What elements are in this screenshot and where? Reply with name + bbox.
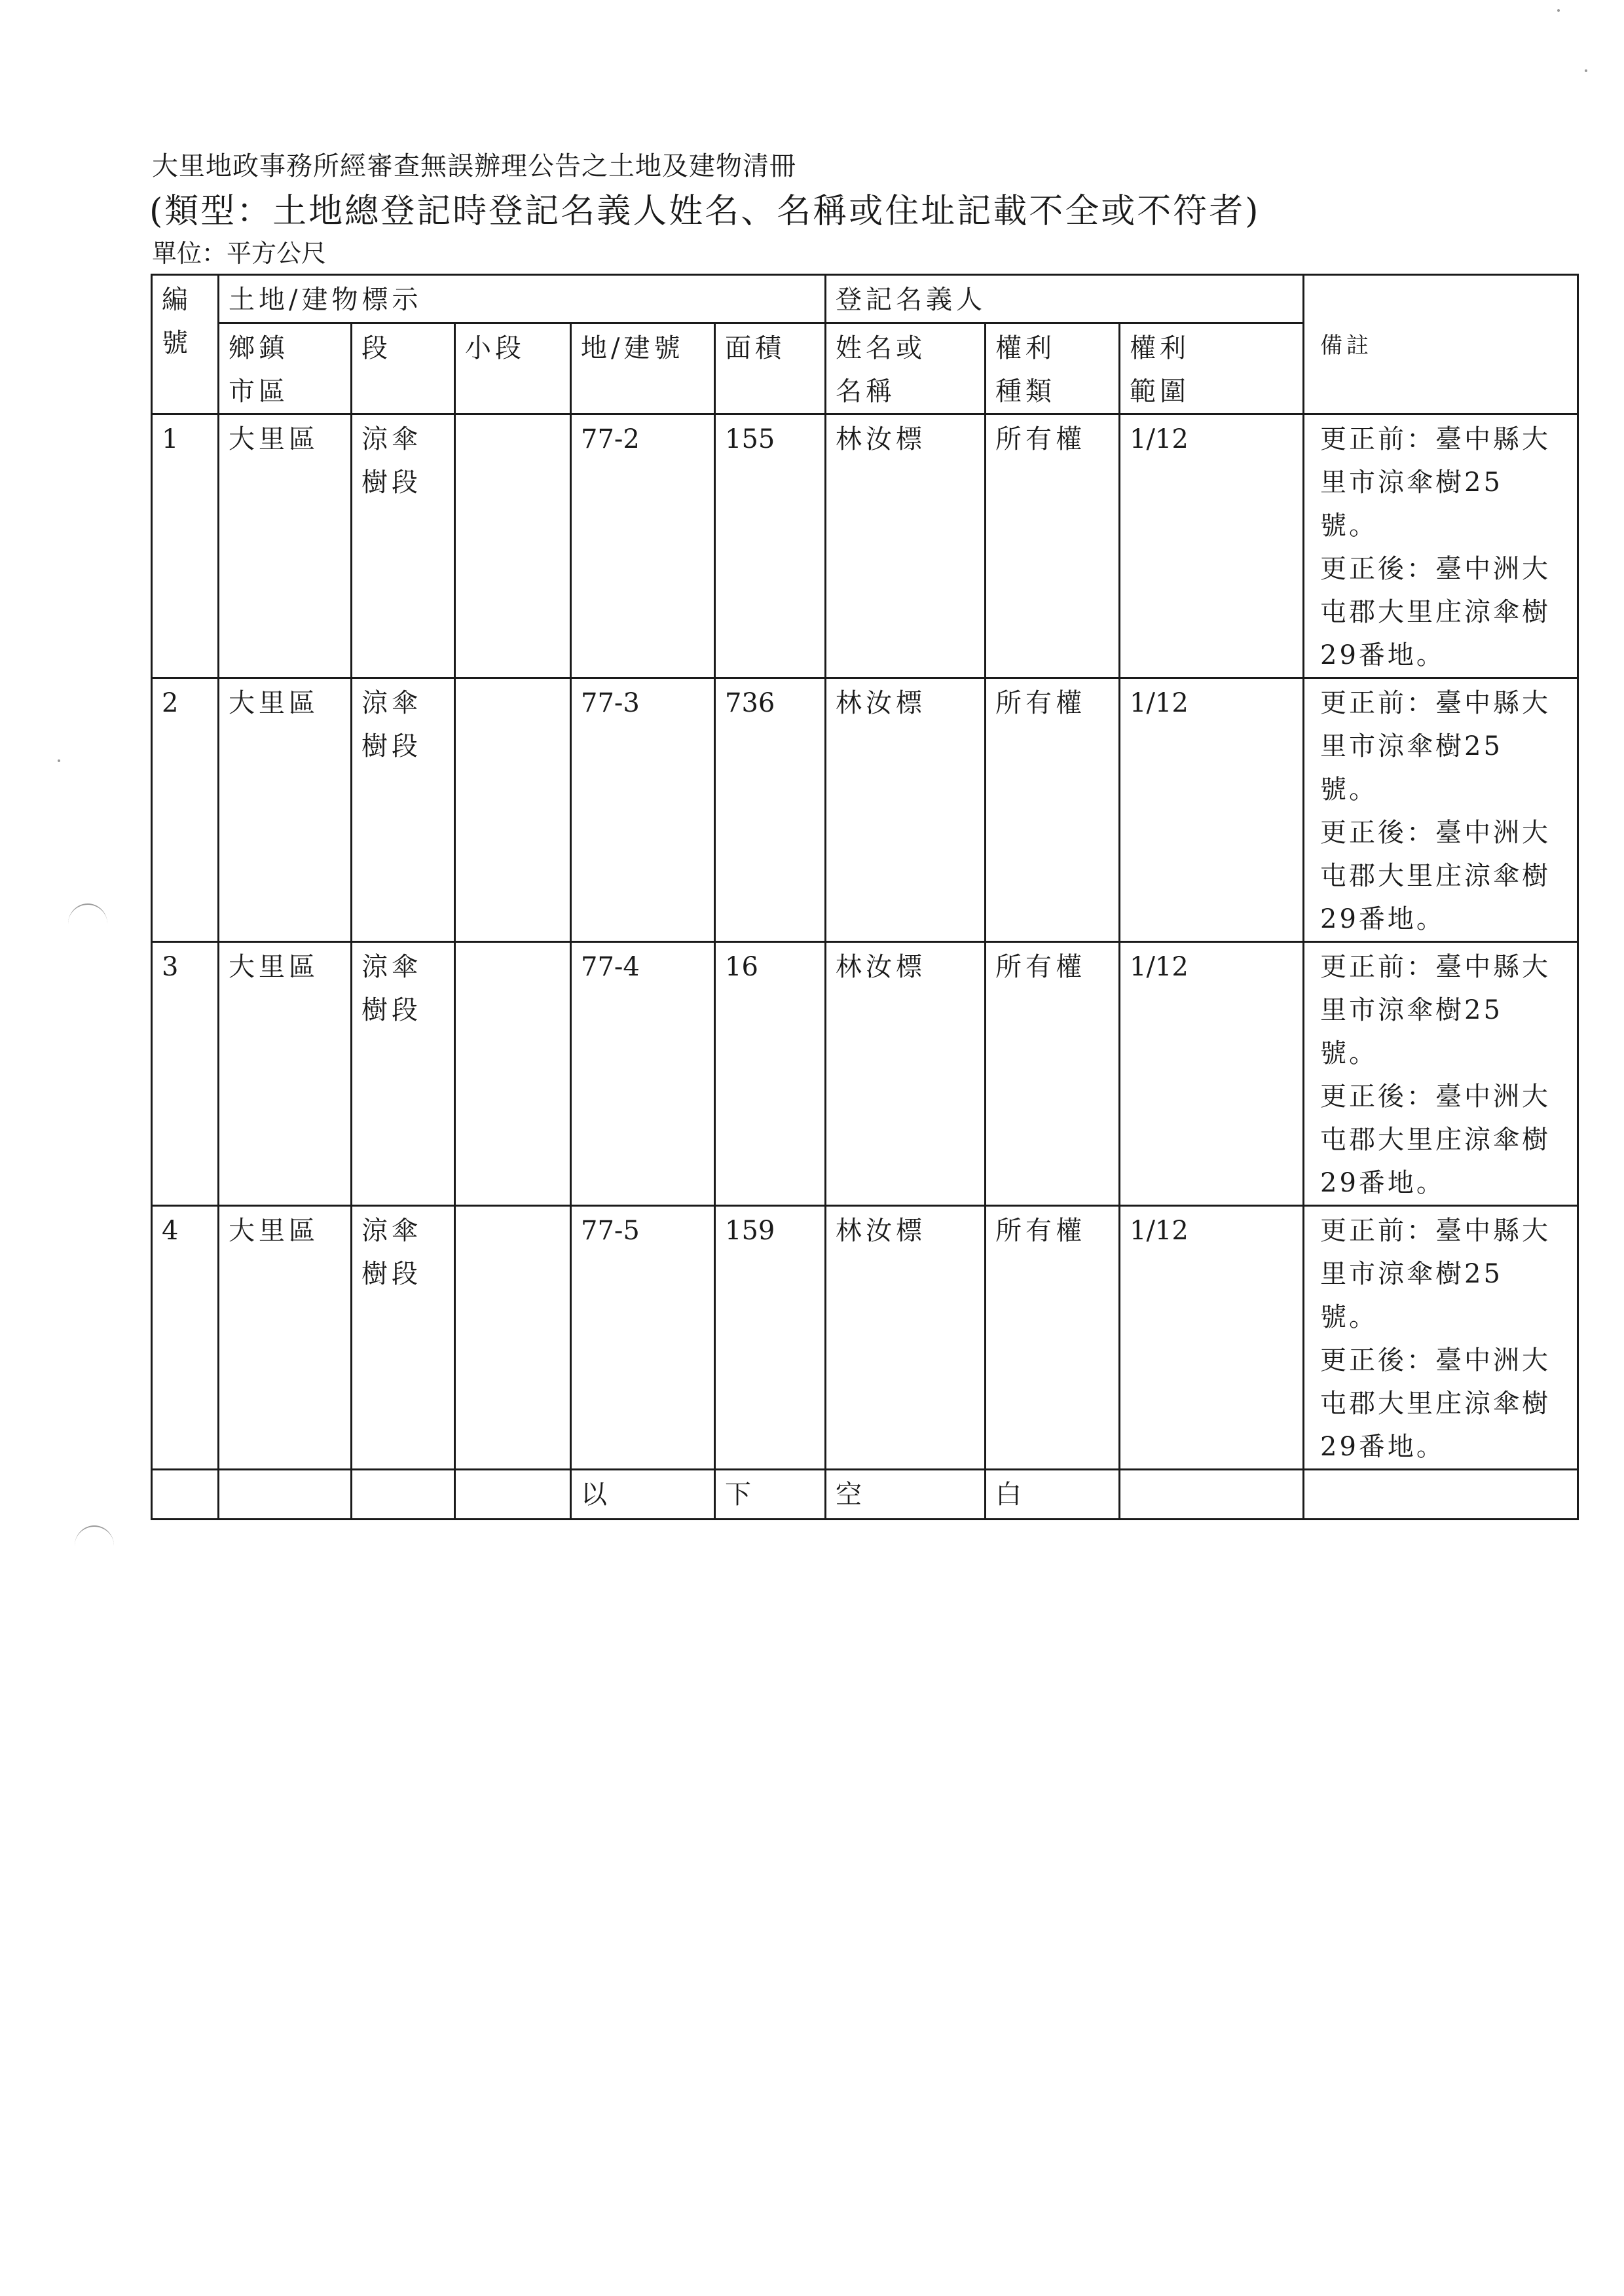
cell-no: 1 — [152, 414, 219, 678]
scan-artifact — [68, 903, 107, 944]
header-right-scope — [1120, 323, 1304, 414]
blank-row-char: 空 — [826, 1470, 986, 1520]
cell-section-line: 涼傘 — [361, 952, 422, 982]
header-row-1 — [152, 275, 1578, 323]
table-row — [152, 942, 1578, 1206]
cell-remark — [1304, 678, 1578, 942]
cell-section — [352, 414, 455, 678]
cell-remark-line: 屯郡大里庄涼傘樹 — [1320, 861, 1551, 891]
cell-remark-line: 更正後：臺中洲大 — [1320, 1345, 1551, 1376]
cell-section — [352, 678, 455, 942]
cell-name: 林汝標 — [826, 1206, 986, 1470]
scan-artifact — [1557, 9, 1560, 12]
cell-remark — [1304, 414, 1578, 678]
scan-artifact — [58, 759, 60, 762]
cell-right-scope: 1/12 — [1120, 414, 1304, 678]
cell-section-line: 樹段 — [361, 731, 422, 761]
cell-remark-line: 里市涼傘樹25 — [1320, 467, 1503, 498]
header-lot: 地/建號 — [571, 323, 715, 414]
cell-remark-line: 更正前：臺中縣大 — [1320, 688, 1551, 718]
cell-remark-line: 29番地。 — [1320, 1432, 1445, 1462]
header-land-group: 土地/建物標示 — [219, 275, 826, 323]
cell-area: 155 — [715, 414, 826, 678]
cell-right-type: 所有權 — [986, 678, 1120, 942]
blank-cell — [219, 1470, 352, 1520]
header-subsection: 小段 — [455, 323, 571, 414]
cell-district: 大里區 — [219, 678, 352, 942]
cell-name: 林汝標 — [826, 942, 986, 1206]
cell-subsection — [455, 1206, 571, 1470]
cell-remark-line: 29番地。 — [1320, 904, 1445, 934]
cell-remark-line: 號。 — [1320, 511, 1378, 541]
header-no-line: 號 — [162, 328, 192, 358]
cell-lot: 77-4 — [571, 942, 715, 1206]
blank-cell — [1304, 1470, 1578, 1520]
header-district-line: 鄉鎮 — [229, 333, 289, 363]
header-no — [152, 275, 219, 414]
cell-district: 大里區 — [219, 1206, 352, 1470]
header-remark: 備註 — [1304, 275, 1578, 414]
cell-section — [352, 942, 455, 1206]
blank-row-char: 下 — [715, 1470, 826, 1520]
cell-lot: 77-2 — [571, 414, 715, 678]
header-right-type-line: 權利 — [995, 333, 1056, 363]
cell-remark-line: 29番地。 — [1320, 1168, 1445, 1198]
cell-area: 16 — [715, 942, 826, 1206]
blank-cell — [1120, 1470, 1304, 1520]
header-name-line: 姓名或 — [836, 333, 926, 363]
blank-row-char: 白 — [986, 1470, 1120, 1520]
cell-remark — [1304, 1206, 1578, 1470]
cell-remark-line: 更正前：臺中縣大 — [1320, 952, 1551, 982]
header-right-scope-line: 範圍 — [1130, 376, 1190, 407]
cell-remark-line: 屯郡大里庄涼傘樹 — [1320, 1125, 1551, 1155]
table-row — [152, 1206, 1578, 1470]
cell-section-line: 樹段 — [361, 1259, 422, 1289]
cell-no: 2 — [152, 678, 219, 942]
blank-row-char: 以 — [571, 1470, 715, 1520]
unit-label: 單位：平方公尺 — [152, 239, 327, 268]
cell-no: 3 — [152, 942, 219, 1206]
cell-remark-line: 里市涼傘樹25 — [1320, 995, 1503, 1025]
cell-name: 林汝標 — [826, 414, 986, 678]
table-row — [152, 414, 1578, 678]
cell-remark-line: 更正後：臺中洲大 — [1320, 1082, 1551, 1112]
document-title: 大里地政事務所經審查無誤辦理公告之土地及建物清冊 — [152, 151, 796, 181]
cell-right-type: 所有權 — [986, 414, 1120, 678]
cell-remark-line: 里市涼傘樹25 — [1320, 731, 1503, 761]
cell-subsection — [455, 414, 571, 678]
header-area: 面積 — [715, 323, 826, 414]
cell-remark-line: 更正前：臺中縣大 — [1320, 1216, 1551, 1246]
cell-section-line: 涼傘 — [361, 424, 422, 454]
cell-section-line: 涼傘 — [361, 688, 422, 718]
blank-cell — [455, 1470, 571, 1520]
cell-name: 林汝標 — [826, 678, 986, 942]
header-district-line: 市區 — [229, 376, 289, 407]
cell-right-type: 所有權 — [986, 942, 1120, 1206]
cell-right-scope: 1/12 — [1120, 678, 1304, 942]
cell-right-scope: 1/12 — [1120, 942, 1304, 1206]
header-right-scope-line: 權利 — [1130, 333, 1190, 363]
cell-lot: 77-5 — [571, 1206, 715, 1470]
cell-remark-line: 號。 — [1320, 1038, 1378, 1068]
cell-remark-line: 號。 — [1320, 774, 1378, 805]
cell-section-line: 樹段 — [361, 995, 422, 1025]
header-no-line: 編 — [162, 285, 192, 315]
header-owner-group: 登記名義人 — [826, 275, 1304, 323]
cell-remark-line: 更正後：臺中洲大 — [1320, 554, 1551, 584]
blank-cell — [352, 1470, 455, 1520]
cell-subsection — [455, 678, 571, 942]
cell-remark — [1304, 942, 1578, 1206]
cell-area: 159 — [715, 1206, 826, 1470]
cell-area: 736 — [715, 678, 826, 942]
land-building-table — [151, 274, 1579, 1520]
cell-remark-line: 更正後：臺中洲大 — [1320, 818, 1551, 848]
cell-remark-line: 更正前：臺中縣大 — [1320, 424, 1551, 454]
cell-subsection — [455, 942, 571, 1206]
header-district — [219, 323, 352, 414]
cell-section-line: 樹段 — [361, 467, 422, 498]
cell-remark-line: 號。 — [1320, 1302, 1378, 1332]
cell-remark-line: 29番地。 — [1320, 640, 1445, 670]
cell-remark-line: 屯郡大里庄涼傘樹 — [1320, 597, 1551, 627]
header-section: 段 — [352, 323, 455, 414]
cell-no: 4 — [152, 1206, 219, 1470]
cell-district: 大里區 — [219, 942, 352, 1206]
document-subtitle: (類型：土地總登記時登記名義人姓名、名稱或住址記載不全或不符者) — [149, 192, 1261, 231]
scan-artifact — [75, 1525, 114, 1566]
blank-cell — [152, 1470, 219, 1520]
cell-remark-line: 屯郡大里庄涼傘樹 — [1320, 1389, 1551, 1419]
scan-artifact — [1585, 69, 1587, 72]
cell-district: 大里區 — [219, 414, 352, 678]
cell-right-scope: 1/12 — [1120, 1206, 1304, 1470]
cell-right-type: 所有權 — [986, 1206, 1120, 1470]
header-name — [826, 323, 986, 414]
cell-section — [352, 1206, 455, 1470]
cell-section-line: 涼傘 — [361, 1216, 422, 1246]
header-right-type — [986, 323, 1120, 414]
cell-remark-line: 里市涼傘樹25 — [1320, 1259, 1503, 1289]
header-name-line: 名稱 — [836, 376, 896, 407]
cell-lot: 77-3 — [571, 678, 715, 942]
table-row — [152, 678, 1578, 942]
header-right-type-line: 種類 — [995, 376, 1056, 407]
blank-row — [152, 1470, 1578, 1520]
